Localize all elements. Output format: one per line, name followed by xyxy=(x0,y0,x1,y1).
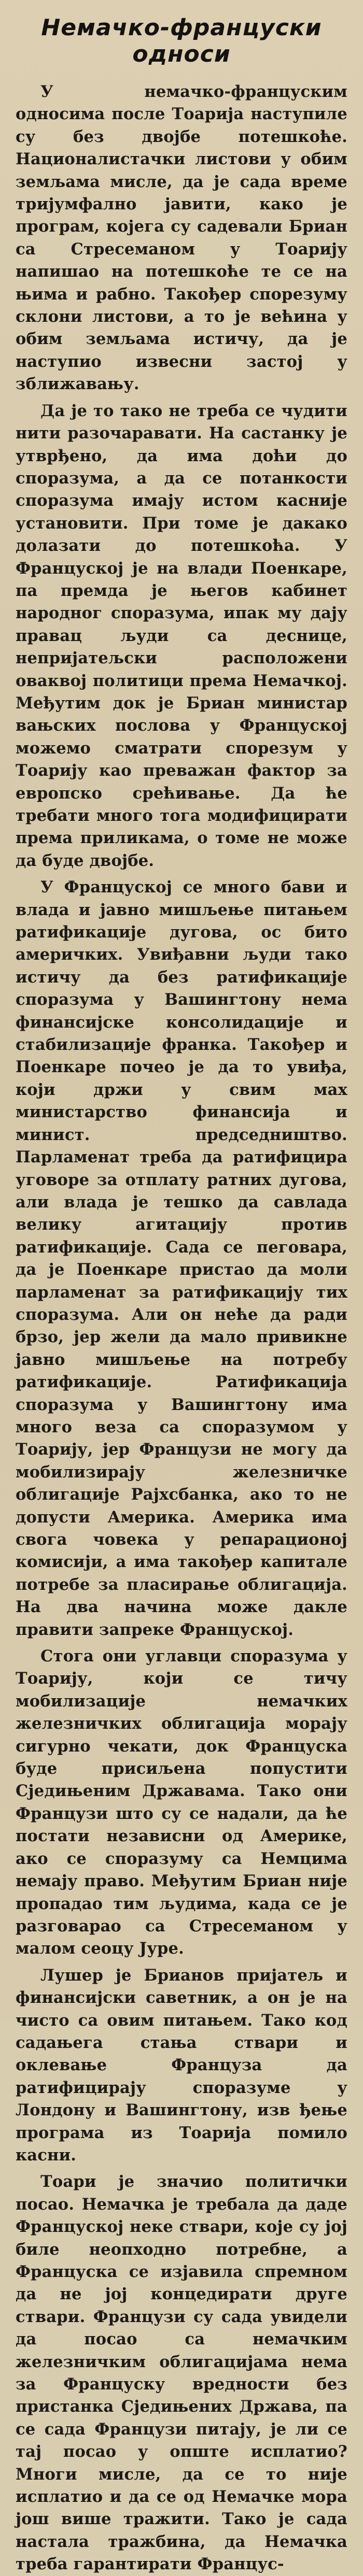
article-body xyxy=(16,81,347,2576)
article-paragraph-2: Да је то тако не треба се чудити нити разочаравати. На састанку је утврђено, да има доћи до споразума, а да се потанкости споразума имају истом касније установити. При томе је дакако долазати до потешкоћа. У Француској је на влади Поенкаре, па премда је његов кабинет народног споразума, ипак му дају правац људи са деснице, непријатељски расположени оваквој политици према Немачкој. Међутим док је Бриан министар вањских послова у Француској можемо сматрати спорезум у Тоарију као преважан фактор за европско срећивање. Да ће требати много тога модифицирати према приликама, о томе не може да буде двојбе. xyxy=(16,401,347,870)
article-paragraph-1: У немачко-француским односима после Тоарија наступиле су без двојбе потешкоће. Националистачки листови у обим земљама мисле, да је сада време тријумфално јавити, како је програм, којега су садевали Бриан са Стресеманом у Тоарију напишао на потешкоће те се на њима и рабно. Такођер спорезуму склони листови, а то је већина у обим земљама истичу, да је наступио извесни застој у зближавању. xyxy=(16,82,347,394)
article-headline: Немачко-француски односи xyxy=(41,15,322,67)
article-paragraph-5: Лушер је Бриaнов пријатељ и финансијски саветник, а он је на чисто са овим питањем. Тако код садањега стања ствари и оклевање Француза да ратифицирају споразуме у Лондону и Вашингтону, изв ђење програма из Тоарија помило касни. xyxy=(16,1966,347,2165)
article-paragraph-4: Стога они углавци споразума у Тоарију, који се тичу мобилизације немачких железничких облигација морају сигурно чекати, док Француска буде присиљена попустити Сједињеним Државама. Тако они Французи што су се надали, да ће постати независни од Америке, ако се споразуму са Немцима немају право. Међутим Бриан није пропадао тим људима, када се је разговарао са Стресеманом у малом сеоцу Јуре. xyxy=(16,1647,347,1958)
article-paragraph-6: Тоари је значио политички посао. Немачка је требала да даде Француској неке ствари, које су јој биле неопходно потребне, а Француска се изјавила спремном да не јој концедирати друге ствари. Французи су сада увидели да посао са немачким железничким облигацијама нема за Француску вредности без пристанка Сједињених Држава, па се сада Французи питају, је ли се тај посао у опште исплатио? Многи мисле, да се то није исплатио и да се од Немачке мора још више тражити. Тако је сада настала тражбина, да Немачка треба гарантирати Францус- xyxy=(16,2172,347,2574)
article-paragraph-3: У Француској се много бави и влада и јавно мишљење питањем ратификације дугова, ос бито америчких. Увиђавни људи тако истичу да без ратификације споразума у Вашингтону нема финансијске консолидације и стабилизације франка. Такођер и Поенкаре почео је да то увиђа, који држи у свим мах министарство финансија и минист. председништво. Парламенат треба да ратифицира уговоре за отплату ратних дугова, али влада је тешко да савлада велику агитацију против ратификације. Сада се пеговара, да је Поенкаре пристао да моли парламенат за ратификацију тих споразума. Али он неће да ради брзо, јер жели да мало привикне јавно мишљење на потребу ратификације. Ратификација споразума у Вашингтону има много веза са споразумом у Тоарију, јер Французи не могу да мобилизирају железничке облигације Рајхсбанка, ако то не допусти Америка. Америка има свога човека у репарационој комисији, а има такођер капитале потребе за пласирање облигација. На два начина може дакле правити запреке Француској. xyxy=(16,878,347,1639)
